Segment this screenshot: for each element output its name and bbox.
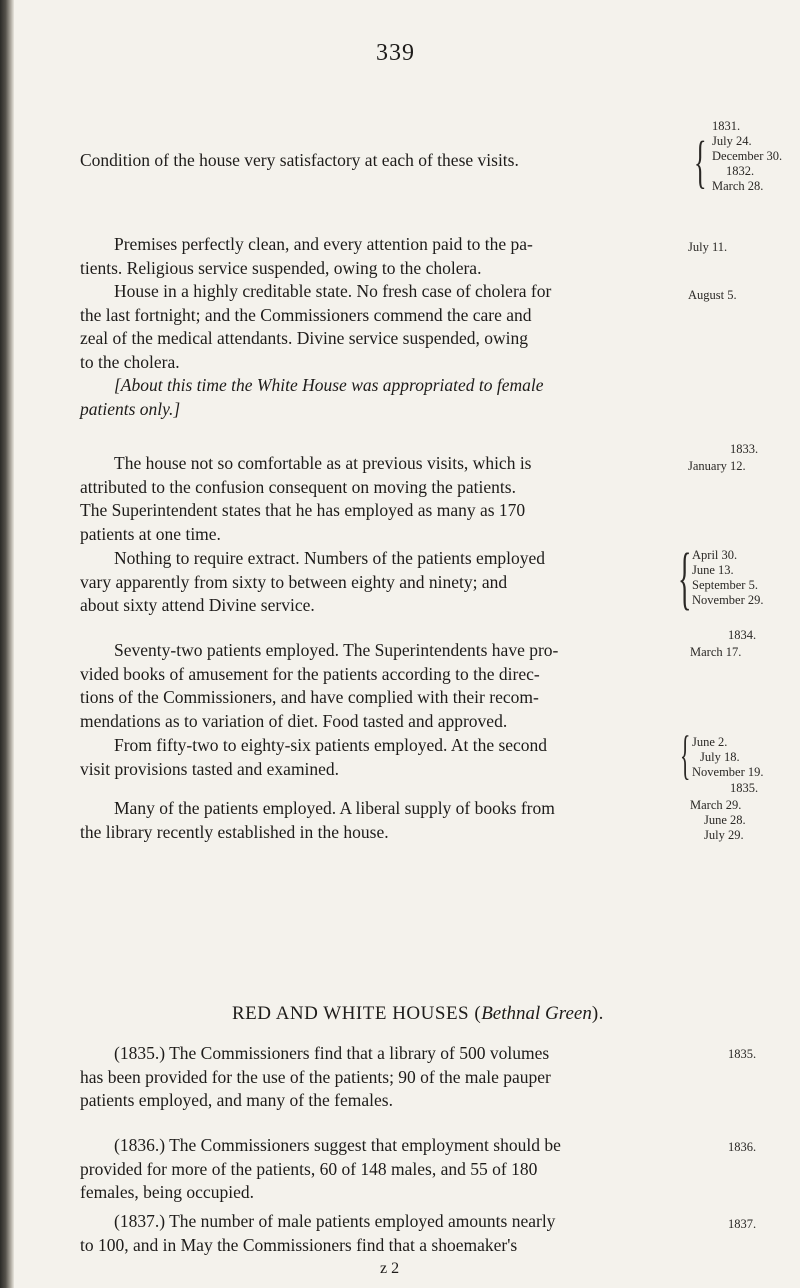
margin-note-1835-year: 1835. <box>730 781 759 795</box>
text-line: mendations as to variation of diet. Food tasted and approved. <box>80 710 508 731</box>
paragraph-1834 <box>80 639 680 733</box>
margin-note-1834-year: 1834. <box>728 628 757 642</box>
note-date: March 29. <box>690 798 742 812</box>
note-date: March 28. <box>712 179 764 193</box>
section-heading <box>232 1003 604 1025</box>
note-date: June 28. <box>704 813 746 827</box>
text-line: to 100, and in May the Commissioners find that a shoemaker's <box>80 1234 518 1255</box>
text-line: vary apparently from sixty to between eighty and ninety; and <box>80 571 508 592</box>
text-line: (1837.) The number of male patients employed amounts nearly <box>114 1211 556 1231</box>
text-line: about sixty attend Divine service. <box>80 595 315 615</box>
note-date: 1832. <box>726 164 755 178</box>
margin-note-1831-year: 1831. <box>712 119 741 133</box>
text-line: (1836.) The Commissioners suggest that employment should be <box>114 1135 561 1155</box>
text-line: females, being occupied. <box>80 1182 254 1202</box>
note-date: July 29. <box>704 828 744 842</box>
heading-italic: Bethnal Green <box>481 1003 592 1024</box>
text-line: tions of the Commissioners, and have complied with their recom- <box>80 687 539 707</box>
brace-left-2: { <box>678 540 692 617</box>
text-line: Seventy-two patients employed. The Superintendents have pro- <box>114 640 559 660</box>
page-number: 339 <box>376 40 415 66</box>
note-date: November 19. <box>692 765 764 779</box>
note-date: April 30. <box>692 548 738 562</box>
heading-text: RED AND WHITE HOUSES ( <box>232 1003 482 1024</box>
margin-note-1837: 1837. <box>728 1217 757 1231</box>
text-line: Nothing to require extract. Numbers of the patients employed <box>114 548 546 568</box>
text-line: patients employed, and many of the females. <box>80 1090 393 1110</box>
paragraph-cholera <box>80 233 680 421</box>
margin-note-august: August 5. <box>688 288 737 302</box>
paragraph-1833 <box>80 452 680 546</box>
margin-note-1835: 1835. <box>728 1047 757 1061</box>
note-date: June 13. <box>692 563 734 577</box>
paragraph-nothing <box>80 547 677 618</box>
paragraph-1837 <box>80 1210 680 1257</box>
condition-line: Condition of the house very satisfactory at each of these visits. <box>80 150 519 170</box>
text-line: Many of the patients employed. A liberal supply of books from <box>114 798 555 818</box>
note-date: September 5. <box>692 578 758 592</box>
text-line: Premises perfectly clean, and every attention paid to the pa- <box>114 234 533 254</box>
text-line: House in a highly creditable state. No fresh case of cholera for <box>114 281 552 301</box>
signature-mark: z 2 <box>380 1260 400 1277</box>
text-line: The house not so comfortable as at previous visits, which is <box>114 453 532 473</box>
paragraph-1835 <box>80 1042 680 1113</box>
text-line: The Superintendent states that he has employed as many as 170 <box>80 500 526 520</box>
note-date: June 2. <box>692 735 728 749</box>
paragraph-1836 <box>80 1134 680 1205</box>
book-spine-shadow <box>0 0 14 1288</box>
text-line: (1835.) The Commissioners find that a library of 500 volumes <box>114 1043 550 1063</box>
bracket-note-line: patients only.] <box>80 398 181 419</box>
text-line: From fifty-two to eighty-six patients employed. At the second <box>114 735 548 755</box>
text-line: the library recently established in the house. <box>80 821 389 842</box>
margin-note-1833-dates <box>692 548 764 608</box>
text-line: has been provided for the use of the patients; 90 of the male pauper <box>80 1066 551 1087</box>
brace-left-1: { <box>694 129 707 194</box>
note-date: November 29. <box>692 593 764 607</box>
brace-left-3: { <box>680 725 691 785</box>
text-line: zeal of the medical attendants. Divine service suspended, owing <box>80 328 529 348</box>
note-date: December 30. <box>712 149 783 163</box>
text-line: visit provisions tasted and examined. <box>80 758 340 779</box>
text-line: attributed to the confusion consequent on moving the patients. <box>80 476 516 497</box>
text-line: to the cholera. <box>80 351 180 372</box>
margin-note-1834-dates <box>692 735 764 780</box>
paragraph-fifty-two <box>80 734 677 781</box>
text-line: tients. Religious service suspended, owing to the cholera. <box>80 257 482 278</box>
margin-note-1836: 1836. <box>728 1140 757 1154</box>
paragraph-books <box>80 797 680 844</box>
note-date: July 18. <box>700 750 740 764</box>
text-line: the last fortnight; and the Commissioners commend the care and <box>80 304 532 325</box>
margin-note-1833-year: 1833. <box>730 442 759 456</box>
text-line: provided for more of the patients, 60 of 148 males, and 55 of 180 <box>80 1158 538 1179</box>
heading-close: ). <box>591 1003 604 1024</box>
bracket-note-line: [About this time the White House was appropriated to female <box>114 375 544 395</box>
note-date: July 24. <box>712 134 752 148</box>
margin-note-january: January 12. <box>688 459 746 473</box>
text-line: vided books of amusement for the patients according to the direc- <box>80 663 540 684</box>
margin-note-1831-dates <box>712 134 782 194</box>
margin-note-1835-dates <box>690 798 746 843</box>
text-line: patients at one time. <box>80 523 221 544</box>
margin-note-march: March 17. <box>690 645 742 659</box>
margin-note-july: July 11. <box>688 240 728 254</box>
